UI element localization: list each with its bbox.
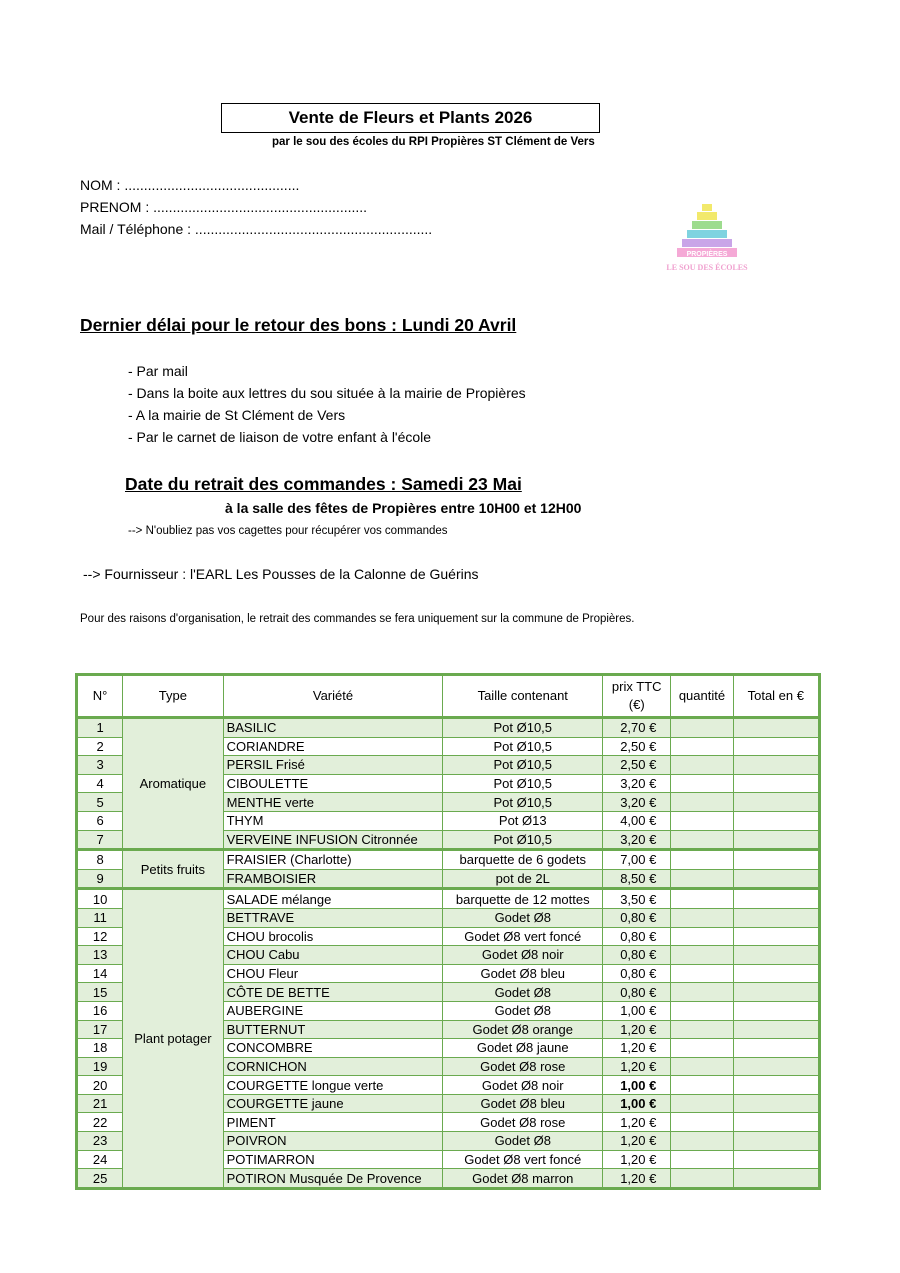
organisation-note: Pour des raisons d'organisation, le retrait des commandes se fera uniquement sur la commune de Propières. — [80, 613, 635, 625]
taille-cell: Pot Ø10,5 — [443, 830, 603, 850]
document-title — [221, 103, 600, 133]
taille-cell: Pot Ø10,5 — [443, 774, 603, 793]
prix-cell: 3,50 € — [603, 889, 671, 909]
order-table — [75, 673, 821, 1190]
logo-text-line2: LE SOU DES ÉCOLES — [666, 263, 748, 272]
quantite-input-cell[interactable] — [671, 850, 733, 870]
quantite-input-cell[interactable] — [671, 946, 733, 965]
document-title-text: Vente de Fleurs et Plants 2026 — [288, 108, 533, 127]
row-number: 11 — [77, 908, 123, 927]
prix-cell: 8,50 € — [603, 869, 671, 889]
variete-cell: BUTTERNUT — [223, 1020, 443, 1039]
variete-cell: CHOU Fleur — [223, 964, 443, 983]
logo-tier-1 — [702, 204, 712, 211]
taille-cell: Godet Ø8 rose — [443, 1057, 603, 1076]
quantite-input-cell[interactable] — [671, 983, 733, 1002]
pickup-location: à la salle des fêtes de Propières entre 10H00 et 12H00 — [225, 500, 582, 516]
total-input-cell[interactable] — [733, 889, 819, 909]
supplier-line: --> Fournisseur : l'EARL Les Pousses de la Calonne de Guérins — [83, 566, 479, 582]
logo-text-line1: PROPIÈRES — [686, 251, 728, 258]
sou-des-ecoles-logo — [660, 200, 754, 278]
taille-cell: Godet Ø8 rose — [443, 1113, 603, 1132]
variete-cell: CÔTE DE BETTE — [223, 983, 443, 1002]
quantite-input-cell[interactable] — [671, 889, 733, 909]
row-number: 8 — [77, 850, 123, 870]
prix-cell: 0,80 € — [603, 946, 671, 965]
prix-cell: 2,50 € — [603, 756, 671, 775]
row-number: 2 — [77, 737, 123, 756]
table-header-row — [77, 675, 820, 718]
taille-cell: Godet Ø8 bleu — [443, 1094, 603, 1113]
taille-cell: Godet Ø8 noir — [443, 946, 603, 965]
total-input-cell[interactable] — [733, 1150, 819, 1169]
quantite-input-cell[interactable] — [671, 793, 733, 812]
variete-cell: POIVRON — [223, 1132, 443, 1151]
prix-cell: 1,20 € — [603, 1132, 671, 1151]
return-method-mailbox: - Dans la boite aux lettres du sou située à la mairie de Propières — [128, 385, 526, 401]
row-number: 21 — [77, 1094, 123, 1113]
quantite-input-cell[interactable] — [671, 718, 733, 738]
table-row — [77, 718, 820, 738]
total-input-cell[interactable] — [733, 1094, 819, 1113]
variete-cell: FRAISIER (Charlotte) — [223, 850, 443, 870]
quantite-input-cell[interactable] — [671, 1039, 733, 1058]
taille-cell: Godet Ø8 — [443, 1001, 603, 1020]
taille-cell: Godet Ø8 jaune — [443, 1039, 603, 1058]
quantite-input-cell[interactable] — [671, 1113, 733, 1132]
header-variete: Variété — [223, 675, 443, 718]
return-method-mairie: - A la mairie de St Clément de Vers — [128, 407, 346, 423]
prix-cell: 1,00 € — [603, 1076, 671, 1095]
quantite-input-cell[interactable] — [671, 811, 733, 830]
variete-cell: PERSIL Frisé — [223, 756, 443, 775]
taille-cell: Godet Ø8 vert foncé — [443, 1150, 603, 1169]
document-subtitle: par le sou des écoles du RPI Propières ST Clément de Vers — [272, 136, 595, 148]
variete-cell: CORNICHON — [223, 1057, 443, 1076]
taille-cell: Godet Ø8 marron — [443, 1169, 603, 1189]
logo-tier-2 — [697, 212, 717, 220]
variete-cell: CHOU brocolis — [223, 927, 443, 946]
taille-cell: Godet Ø8 noir — [443, 1076, 603, 1095]
header-quantite: quantité — [671, 675, 733, 718]
pyramid-logo-icon — [660, 200, 754, 278]
variete-cell: CONCOMBRE — [223, 1039, 443, 1058]
prix-cell: 0,80 € — [603, 908, 671, 927]
total-input-cell[interactable] — [733, 1169, 819, 1189]
total-input-cell[interactable] — [733, 869, 819, 889]
variete-cell: THYM — [223, 811, 443, 830]
variete-cell: MENTHE verte — [223, 793, 443, 812]
variete-cell: CIBOULETTE — [223, 774, 443, 793]
total-input-cell[interactable] — [733, 1076, 819, 1095]
quantite-input-cell[interactable] — [671, 1094, 733, 1113]
variete-cell: BASILIC — [223, 718, 443, 738]
total-input-cell[interactable] — [733, 830, 819, 850]
prix-cell: 2,50 € — [603, 737, 671, 756]
row-number: 1 — [77, 718, 123, 738]
quantite-input-cell[interactable] — [671, 1150, 733, 1169]
prix-cell: 0,80 € — [603, 964, 671, 983]
taille-cell: Pot Ø10,5 — [443, 737, 603, 756]
prix-cell: 1,00 € — [603, 1094, 671, 1113]
quantite-input-cell[interactable] — [671, 1076, 733, 1095]
taille-cell: Godet Ø8 — [443, 983, 603, 1002]
prix-cell: 1,20 € — [603, 1169, 671, 1189]
header-taille: Taille contenant — [443, 675, 603, 718]
total-input-cell[interactable] — [733, 946, 819, 965]
taille-cell: Godet Ø8 — [443, 908, 603, 927]
total-input-cell[interactable] — [733, 1057, 819, 1076]
header-num: N° — [77, 675, 123, 718]
order-table-body — [77, 718, 820, 1189]
prix-cell: 1,20 € — [603, 1150, 671, 1169]
total-input-cell[interactable] — [733, 1132, 819, 1151]
taille-cell: pot de 2L — [443, 869, 603, 889]
quantite-input-cell[interactable] — [671, 908, 733, 927]
total-input-cell[interactable] — [733, 718, 819, 738]
taille-cell: barquette de 6 godets — [443, 850, 603, 870]
quantite-input-cell[interactable] — [671, 830, 733, 850]
deadline-heading: Dernier délai pour le retour des bons : Lundi 20 Avril — [80, 315, 517, 335]
prix-cell: 3,20 € — [603, 830, 671, 850]
row-number: 19 — [77, 1057, 123, 1076]
quantite-input-cell[interactable] — [671, 1020, 733, 1039]
total-input-cell[interactable] — [733, 1001, 819, 1020]
type-cell: Petits fruits — [123, 850, 223, 889]
quantite-input-cell[interactable] — [671, 1169, 733, 1189]
header-type: Type — [123, 675, 223, 718]
variete-cell: SALADE mélange — [223, 889, 443, 909]
row-number: 24 — [77, 1150, 123, 1169]
quantite-input-cell[interactable] — [671, 964, 733, 983]
row-number: 5 — [77, 793, 123, 812]
row-number: 9 — [77, 869, 123, 889]
prix-cell: 7,00 € — [603, 850, 671, 870]
prix-cell: 4,00 € — [603, 811, 671, 830]
variete-cell: CHOU Cabu — [223, 946, 443, 965]
variete-cell: COURGETTE jaune — [223, 1094, 443, 1113]
row-number: 18 — [77, 1039, 123, 1058]
quantite-input-cell[interactable] — [671, 869, 733, 889]
logo-tier-3 — [692, 221, 722, 229]
logo-tier-4 — [687, 230, 727, 238]
row-number: 23 — [77, 1132, 123, 1151]
variete-cell: BETTRAVE — [223, 908, 443, 927]
total-input-cell[interactable] — [733, 1039, 819, 1058]
taille-cell: Godet Ø8 vert foncé — [443, 927, 603, 946]
total-input-cell[interactable] — [733, 983, 819, 1002]
header-total: Total en € — [733, 675, 819, 718]
prix-cell: 2,70 € — [603, 718, 671, 738]
pickup-heading: Date du retrait des commandes : Samedi 23 Mai — [125, 474, 522, 494]
row-number: 12 — [77, 927, 123, 946]
type-cell: Aromatique — [123, 718, 223, 850]
quantite-input-cell[interactable] — [671, 927, 733, 946]
prix-cell: 1,20 € — [603, 1113, 671, 1132]
total-input-cell[interactable] — [733, 964, 819, 983]
variete-cell: CORIANDRE — [223, 737, 443, 756]
quantite-input-cell[interactable] — [671, 756, 733, 775]
quantite-input-cell[interactable] — [671, 1132, 733, 1151]
row-number: 15 — [77, 983, 123, 1002]
return-method-carnet: - Par le carnet de liaison de votre enfant à l'école — [128, 429, 432, 445]
taille-cell: Pot Ø10,5 — [443, 718, 603, 738]
row-number: 10 — [77, 889, 123, 909]
cagettes-reminder: --> N'oubliez pas vos cagettes pour récupérer vos commandes — [128, 525, 448, 537]
prix-cell: 1,20 € — [603, 1039, 671, 1058]
variete-cell: VERVEINE INFUSION Citronnée — [223, 830, 443, 850]
variete-cell: AUBERGINE — [223, 1001, 443, 1020]
variete-cell: POTIRON Musquée De Provence — [223, 1169, 443, 1189]
prix-cell: 0,80 € — [603, 927, 671, 946]
row-number: 22 — [77, 1113, 123, 1132]
type-cell: Plant potager — [123, 889, 223, 1189]
total-input-cell[interactable] — [733, 774, 819, 793]
prix-cell: 3,20 € — [603, 774, 671, 793]
quantite-input-cell[interactable] — [671, 1001, 733, 1020]
taille-cell: Godet Ø8 orange — [443, 1020, 603, 1039]
total-input-cell[interactable] — [733, 811, 819, 830]
total-input-cell[interactable] — [733, 908, 819, 927]
prix-cell: 0,80 € — [603, 983, 671, 1002]
row-number: 25 — [77, 1169, 123, 1189]
quantite-input-cell[interactable] — [671, 774, 733, 793]
taille-cell: Godet Ø8 — [443, 1132, 603, 1151]
total-input-cell[interactable] — [733, 756, 819, 775]
table-row — [77, 850, 820, 870]
mail-telephone-field[interactable]: Mail / Téléphone : ............................................................. — [80, 221, 433, 237]
variete-cell: PIMENT — [223, 1113, 443, 1132]
taille-cell: Pot Ø10,5 — [443, 793, 603, 812]
quantite-input-cell[interactable] — [671, 737, 733, 756]
row-number: 16 — [77, 1001, 123, 1020]
header-prix: prix TTC (€) — [603, 675, 671, 718]
row-number: 20 — [77, 1076, 123, 1095]
table-row — [77, 889, 820, 909]
prix-cell: 1,20 € — [603, 1057, 671, 1076]
taille-cell: Pot Ø10,5 — [443, 756, 603, 775]
prix-cell: 3,20 € — [603, 793, 671, 812]
variete-cell: COURGETTE longue verte — [223, 1076, 443, 1095]
row-number: 3 — [77, 756, 123, 775]
row-number: 13 — [77, 946, 123, 965]
taille-cell: Godet Ø8 bleu — [443, 964, 603, 983]
variete-cell: FRAMBOISIER — [223, 869, 443, 889]
taille-cell: Pot Ø13 — [443, 811, 603, 830]
row-number: 17 — [77, 1020, 123, 1039]
row-number: 6 — [77, 811, 123, 830]
quantite-input-cell[interactable] — [671, 1057, 733, 1076]
logo-tier-5 — [682, 239, 732, 247]
total-input-cell[interactable] — [733, 1020, 819, 1039]
prix-cell: 1,00 € — [603, 1001, 671, 1020]
row-number: 7 — [77, 830, 123, 850]
total-input-cell[interactable] — [733, 793, 819, 812]
prenom-field[interactable]: PRENOM : ....................................................... — [80, 199, 368, 215]
nom-field[interactable]: NOM : ............................................. — [80, 177, 300, 193]
total-input-cell[interactable] — [733, 927, 819, 946]
row-number: 14 — [77, 964, 123, 983]
total-input-cell[interactable] — [733, 850, 819, 870]
variete-cell: POTIMARRON — [223, 1150, 443, 1169]
prix-cell: 1,20 € — [603, 1020, 671, 1039]
total-input-cell[interactable] — [733, 1113, 819, 1132]
row-number: 4 — [77, 774, 123, 793]
total-input-cell[interactable] — [733, 737, 819, 756]
taille-cell: barquette de 12 mottes — [443, 889, 603, 909]
return-method-mail: - Par mail — [128, 363, 188, 379]
